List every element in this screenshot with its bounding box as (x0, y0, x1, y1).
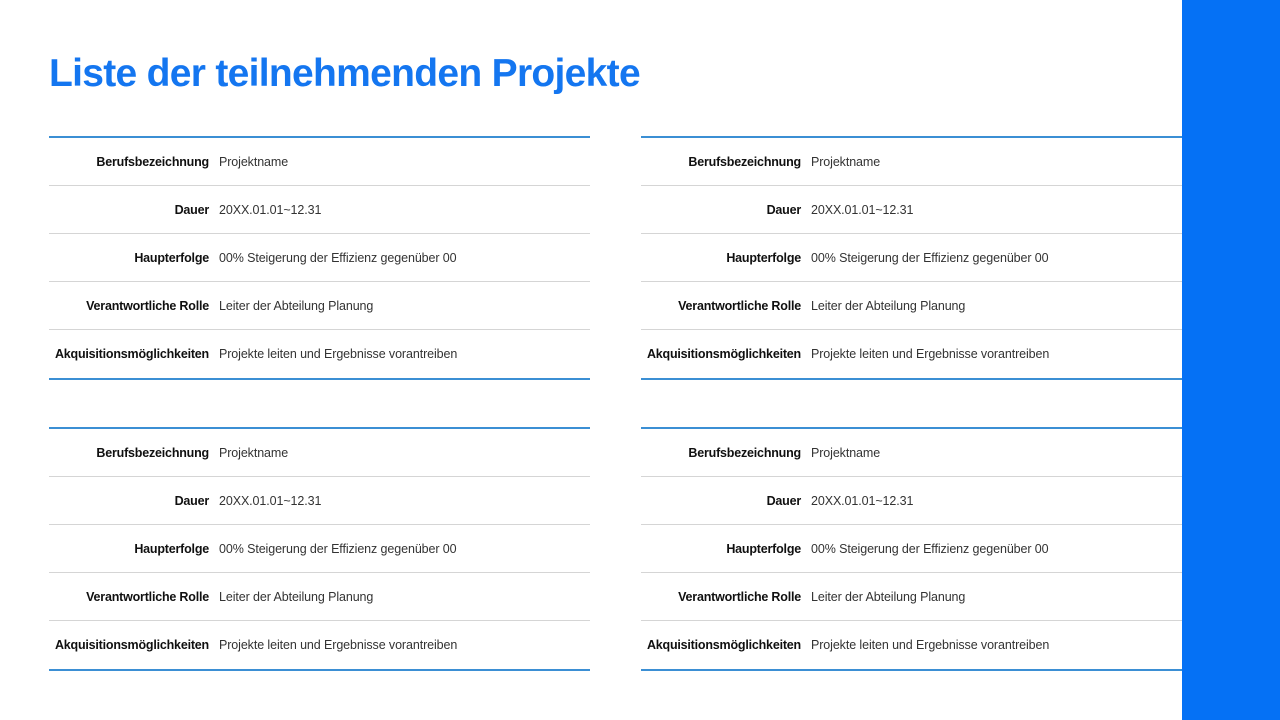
project-table (641, 136, 1182, 380)
row-label: Berufsbezeichnung (688, 154, 801, 169)
row-label: Dauer (174, 202, 209, 217)
table-row (641, 429, 1182, 477)
table-row (49, 282, 590, 330)
row-value: Projekte leiten und Ergebnisse vorantreiben (219, 638, 458, 652)
row-label: Dauer (766, 493, 801, 508)
table-row (49, 525, 590, 573)
table-row (49, 138, 590, 186)
row-value: 20XX.01.01~12.31 (219, 493, 322, 508)
row-value: 00% Steigerung der Effizienz gegenüber 00 (811, 250, 1049, 265)
table-row (641, 282, 1182, 330)
row-value: Projekte leiten und Ergebnisse vorantreiben (219, 347, 458, 361)
table-row (49, 477, 590, 525)
row-value: 20XX.01.01~12.31 (219, 202, 322, 217)
row-value: 00% Steigerung der Effizienz gegenüber 00 (219, 541, 457, 556)
row-label: Berufsbezeichnung (96, 154, 209, 169)
row-value: 00% Steigerung der Effizienz gegenüber 00 (811, 541, 1049, 556)
row-label: Haupterfolge (134, 250, 209, 265)
row-label: Verantwortliche Rolle (86, 298, 209, 313)
table-row (641, 186, 1182, 234)
table-row (641, 138, 1182, 186)
project-table (49, 427, 590, 671)
row-value: Projektname (219, 154, 289, 169)
table-row (49, 234, 590, 282)
row-label: Akquisitionsmöglichkeiten (54, 638, 209, 652)
row-label: Dauer (174, 493, 209, 508)
row-label: Akquisitionsmöglichkeiten (646, 638, 801, 652)
row-label: Verantwortliche Rolle (678, 298, 801, 313)
table-row (49, 186, 590, 234)
table-row (49, 621, 590, 669)
project-tables-grid (49, 136, 1182, 671)
row-value: 20XX.01.01~12.31 (811, 493, 914, 508)
row-value: Projektname (811, 445, 881, 460)
row-label: Verantwortliche Rolle (678, 589, 801, 604)
row-value: Leiter der Abteilung Planung (219, 589, 374, 604)
row-label: Akquisitionsmöglichkeiten (646, 347, 801, 361)
row-value: 20XX.01.01~12.31 (811, 202, 914, 217)
row-label: Haupterfolge (726, 250, 801, 265)
accent-sidebar (1182, 0, 1280, 720)
row-value: Projektname (811, 154, 881, 169)
row-value: Leiter der Abteilung Planung (811, 298, 966, 313)
table-row (641, 525, 1182, 573)
row-label: Dauer (766, 202, 801, 217)
table-row (641, 330, 1182, 378)
row-value: Projekte leiten und Ergebnisse vorantreiben (811, 347, 1050, 361)
row-value: Leiter der Abteilung Planung (811, 589, 966, 604)
project-table (49, 136, 590, 380)
row-label: Akquisitionsmöglichkeiten (54, 347, 209, 361)
row-value: Leiter der Abteilung Planung (219, 298, 374, 313)
table-row (641, 573, 1182, 621)
row-label: Berufsbezeichnung (96, 445, 209, 460)
table-row (49, 429, 590, 477)
row-label: Haupterfolge (726, 541, 801, 556)
row-label: Haupterfolge (134, 541, 209, 556)
row-value: Projekte leiten und Ergebnisse vorantreiben (811, 638, 1050, 652)
table-row (641, 234, 1182, 282)
page-title: Liste der teilnehmenden Projekte (49, 52, 640, 95)
row-value: Projektname (219, 445, 289, 460)
table-row (49, 330, 590, 378)
table-row (49, 573, 590, 621)
row-value: 00% Steigerung der Effizienz gegenüber 00 (219, 250, 457, 265)
table-row (641, 477, 1182, 525)
row-label: Berufsbezeichnung (688, 445, 801, 460)
row-label: Verantwortliche Rolle (86, 589, 209, 604)
project-table (641, 427, 1182, 671)
table-row (641, 621, 1182, 669)
